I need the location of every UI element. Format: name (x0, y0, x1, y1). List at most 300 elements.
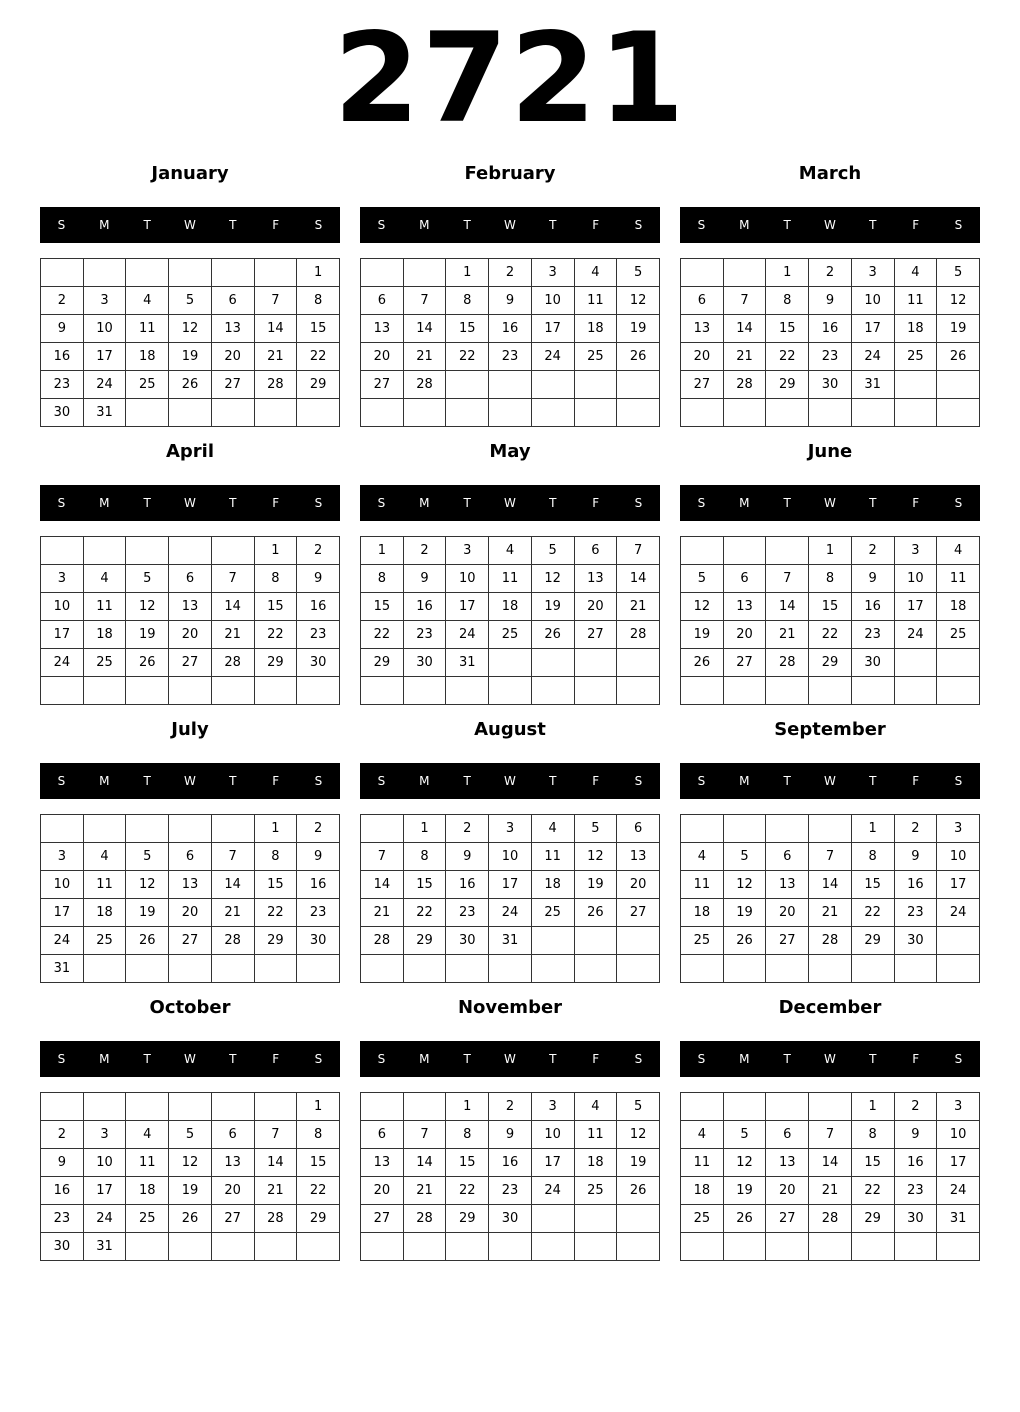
weekday-label: S (57, 1052, 66, 1066)
day-cell: 7 (254, 287, 297, 315)
day-cell: 4 (894, 259, 937, 287)
day-cell: 11 (574, 1121, 617, 1149)
day-cell: 13 (766, 1149, 809, 1177)
day-cell: 6 (681, 287, 724, 315)
day-cell: 6 (169, 565, 212, 593)
weekday-header (360, 1041, 660, 1077)
day-cell: 22 (446, 1177, 489, 1205)
day-cell: 19 (126, 899, 169, 927)
weekday-label: T (463, 774, 471, 788)
week-row (681, 315, 980, 343)
weekday-label: F (912, 496, 920, 510)
empty-day-cell (403, 259, 446, 287)
week-row (681, 343, 980, 371)
day-cell: 3 (83, 287, 126, 315)
empty-day-cell (83, 815, 126, 843)
week-row (361, 371, 660, 399)
day-cell: 5 (937, 259, 980, 287)
day-cell: 28 (254, 1205, 297, 1233)
day-cell: 20 (617, 871, 660, 899)
week-row (41, 843, 340, 871)
day-cell: 26 (681, 649, 724, 677)
empty-day-cell (489, 399, 532, 427)
day-cell: 15 (254, 593, 297, 621)
empty-day-cell (723, 955, 766, 983)
day-cell: 13 (681, 315, 724, 343)
day-cell: 19 (531, 593, 574, 621)
day-cell: 11 (489, 565, 532, 593)
day-cell: 20 (361, 1177, 404, 1205)
week-row (361, 593, 660, 621)
day-cell: 8 (297, 287, 340, 315)
day-cell: 10 (531, 1121, 574, 1149)
day-cell: 22 (297, 343, 340, 371)
day-cell: 7 (403, 287, 446, 315)
day-cell: 26 (169, 1205, 212, 1233)
day-grid (680, 258, 980, 427)
day-cell: 26 (937, 343, 980, 371)
empty-day-cell (809, 1233, 852, 1261)
empty-day-cell (254, 1233, 297, 1261)
week-row (41, 537, 340, 565)
empty-day-cell (766, 1093, 809, 1121)
day-cell: 13 (617, 843, 660, 871)
day-cell: 9 (41, 1149, 84, 1177)
day-cell: 15 (851, 1149, 894, 1177)
weekday-header (40, 485, 340, 521)
day-cell: 12 (531, 565, 574, 593)
day-cell: 4 (83, 565, 126, 593)
day-grid (40, 814, 340, 983)
day-cell: 26 (723, 927, 766, 955)
week-row (681, 1149, 980, 1177)
day-cell: 28 (211, 649, 254, 677)
day-cell: 22 (361, 621, 404, 649)
day-cell: 15 (297, 1149, 340, 1177)
day-cell: 11 (894, 287, 937, 315)
weekday-label: T (143, 218, 151, 232)
empty-day-cell (489, 677, 532, 705)
day-cell: 13 (766, 871, 809, 899)
day-cell: 17 (937, 1149, 980, 1177)
day-cell: 23 (41, 371, 84, 399)
empty-day-cell (766, 955, 809, 983)
day-cell: 27 (361, 1205, 404, 1233)
weekday-label: M (419, 774, 430, 788)
day-cell: 6 (723, 565, 766, 593)
day-cell: 27 (617, 899, 660, 927)
empty-day-cell (574, 677, 617, 705)
day-cell: 15 (254, 871, 297, 899)
week-row (361, 565, 660, 593)
empty-day-cell (211, 955, 254, 983)
day-cell: 17 (41, 621, 84, 649)
empty-day-cell (41, 1093, 84, 1121)
weekday-label: T (549, 218, 557, 232)
empty-day-cell (83, 259, 126, 287)
day-cell: 27 (169, 927, 212, 955)
weekday-label: M (739, 218, 750, 232)
day-cell: 18 (83, 899, 126, 927)
month-name: June (807, 441, 853, 462)
day-cell: 23 (41, 1205, 84, 1233)
weekday-label: W (824, 774, 836, 788)
day-cell: 1 (851, 815, 894, 843)
week-row (361, 399, 660, 427)
week-row (681, 287, 980, 315)
day-cell: 2 (41, 1121, 84, 1149)
week-row (681, 955, 980, 983)
empty-day-cell (254, 677, 297, 705)
day-cell: 29 (446, 1205, 489, 1233)
weekday-header (40, 1041, 340, 1077)
day-cell: 7 (617, 537, 660, 565)
empty-day-cell (403, 399, 446, 427)
day-cell: 21 (617, 593, 660, 621)
week-row (681, 1121, 980, 1149)
day-cell: 7 (211, 565, 254, 593)
day-cell: 1 (809, 537, 852, 565)
day-cell: 25 (574, 1177, 617, 1205)
day-cell: 23 (297, 621, 340, 649)
week-row (361, 621, 660, 649)
day-cell: 5 (126, 843, 169, 871)
day-cell: 7 (211, 843, 254, 871)
day-cell: 27 (169, 649, 212, 677)
day-cell: 4 (681, 1121, 724, 1149)
empty-day-cell (937, 399, 980, 427)
empty-day-cell (446, 371, 489, 399)
empty-day-cell (211, 677, 254, 705)
day-cell: 31 (489, 927, 532, 955)
weekday-label: F (272, 1052, 280, 1066)
day-cell: 16 (403, 593, 446, 621)
day-cell: 9 (297, 565, 340, 593)
empty-day-cell (617, 399, 660, 427)
week-row (41, 1093, 340, 1121)
empty-day-cell (617, 1233, 660, 1261)
week-row (41, 1149, 340, 1177)
day-cell: 2 (489, 1093, 532, 1121)
weekday-label: T (143, 496, 151, 510)
day-cell: 4 (574, 259, 617, 287)
week-row (361, 899, 660, 927)
empty-day-cell (446, 1233, 489, 1261)
empty-day-cell (766, 537, 809, 565)
empty-day-cell (723, 1233, 766, 1261)
day-cell: 3 (937, 1093, 980, 1121)
day-cell: 7 (809, 1121, 852, 1149)
empty-day-cell (361, 1233, 404, 1261)
day-cell: 13 (211, 315, 254, 343)
empty-day-cell (126, 399, 169, 427)
empty-day-cell (361, 259, 404, 287)
day-cell: 2 (489, 259, 532, 287)
day-grid (360, 1092, 660, 1261)
day-cell: 12 (723, 1149, 766, 1177)
day-cell: 4 (489, 537, 532, 565)
day-cell: 12 (574, 843, 617, 871)
empty-day-cell (617, 927, 660, 955)
day-cell: 25 (126, 1205, 169, 1233)
week-row (681, 593, 980, 621)
weekday-label: T (229, 774, 237, 788)
day-cell: 14 (617, 565, 660, 593)
day-cell: 14 (809, 1149, 852, 1177)
week-row (681, 371, 980, 399)
weekday-label: M (739, 496, 750, 510)
weekday-header (680, 207, 980, 243)
empty-day-cell (723, 677, 766, 705)
day-cell: 13 (361, 1149, 404, 1177)
day-cell: 19 (937, 315, 980, 343)
weekday-label: T (783, 1052, 791, 1066)
weekday-label: W (824, 218, 836, 232)
day-cell: 27 (723, 649, 766, 677)
empty-day-cell (809, 815, 852, 843)
day-cell: 7 (766, 565, 809, 593)
day-cell: 13 (169, 593, 212, 621)
day-cell: 15 (766, 315, 809, 343)
day-cell: 15 (403, 871, 446, 899)
empty-day-cell (403, 677, 446, 705)
day-cell: 9 (489, 287, 532, 315)
weekday-label: T (143, 774, 151, 788)
day-cell: 18 (83, 621, 126, 649)
day-cell: 22 (446, 343, 489, 371)
day-cell: 16 (489, 1149, 532, 1177)
empty-day-cell (126, 1233, 169, 1261)
week-row (361, 537, 660, 565)
empty-day-cell (617, 371, 660, 399)
empty-day-cell (681, 955, 724, 983)
day-cell: 25 (83, 649, 126, 677)
weekday-label: T (783, 218, 791, 232)
day-cell: 22 (851, 1177, 894, 1205)
day-cell: 29 (254, 649, 297, 677)
empty-day-cell (489, 1233, 532, 1261)
empty-day-cell (169, 1233, 212, 1261)
day-cell: 11 (937, 565, 980, 593)
day-cell: 22 (403, 899, 446, 927)
day-cell: 10 (937, 1121, 980, 1149)
empty-day-cell (83, 677, 126, 705)
day-cell: 8 (446, 287, 489, 315)
day-cell: 10 (41, 871, 84, 899)
day-cell: 10 (937, 843, 980, 871)
weekday-header (360, 485, 660, 521)
week-row (681, 565, 980, 593)
weekday-label: F (272, 774, 280, 788)
empty-day-cell (851, 955, 894, 983)
day-cell: 15 (446, 315, 489, 343)
day-cell: 15 (297, 315, 340, 343)
week-row (41, 287, 340, 315)
week-row (681, 815, 980, 843)
weekday-label: S (57, 774, 66, 788)
weekday-label: T (143, 1052, 151, 1066)
day-cell: 19 (617, 315, 660, 343)
day-cell: 21 (254, 343, 297, 371)
weekday-label: M (739, 774, 750, 788)
day-cell: 1 (446, 1093, 489, 1121)
weekday-header (680, 763, 980, 799)
weekday-label: M (99, 774, 110, 788)
day-cell: 22 (766, 343, 809, 371)
empty-day-cell (937, 955, 980, 983)
empty-day-cell (126, 815, 169, 843)
day-cell: 9 (809, 287, 852, 315)
day-cell: 30 (41, 1233, 84, 1261)
day-cell: 14 (254, 315, 297, 343)
day-cell: 15 (809, 593, 852, 621)
empty-day-cell (617, 677, 660, 705)
day-cell: 8 (361, 565, 404, 593)
week-row (41, 899, 340, 927)
day-cell: 2 (297, 815, 340, 843)
weekday-label: T (869, 496, 877, 510)
day-cell: 20 (169, 621, 212, 649)
day-cell: 28 (361, 927, 404, 955)
day-cell: 14 (723, 315, 766, 343)
day-cell: 17 (851, 315, 894, 343)
day-cell: 27 (766, 1205, 809, 1233)
month-name: January (151, 163, 229, 184)
day-cell: 19 (574, 871, 617, 899)
day-cell: 10 (531, 287, 574, 315)
week-row (41, 1177, 340, 1205)
day-cell: 8 (254, 565, 297, 593)
day-cell: 12 (681, 593, 724, 621)
day-cell: 17 (446, 593, 489, 621)
day-cell: 5 (681, 565, 724, 593)
day-grid (680, 536, 980, 705)
day-cell: 12 (617, 287, 660, 315)
day-cell: 19 (169, 343, 212, 371)
weekday-label: S (634, 1052, 643, 1066)
day-cell: 25 (937, 621, 980, 649)
day-cell: 11 (126, 315, 169, 343)
day-cell: 18 (531, 871, 574, 899)
month-name: August (474, 719, 546, 740)
empty-day-cell (169, 259, 212, 287)
weekday-label: T (549, 774, 557, 788)
day-cell: 2 (446, 815, 489, 843)
empty-day-cell (531, 649, 574, 677)
week-row (361, 287, 660, 315)
empty-day-cell (446, 955, 489, 983)
empty-day-cell (937, 649, 980, 677)
day-cell: 10 (894, 565, 937, 593)
empty-day-cell (254, 399, 297, 427)
week-row (361, 1177, 660, 1205)
day-cell: 26 (617, 1177, 660, 1205)
empty-day-cell (254, 259, 297, 287)
day-cell: 17 (41, 899, 84, 927)
empty-day-cell (211, 1233, 254, 1261)
day-cell: 2 (403, 537, 446, 565)
day-cell: 17 (894, 593, 937, 621)
weekday-label: S (634, 218, 643, 232)
weekday-label: W (184, 496, 196, 510)
day-cell: 20 (574, 593, 617, 621)
day-cell: 8 (403, 843, 446, 871)
day-cell: 9 (297, 843, 340, 871)
day-cell: 30 (297, 649, 340, 677)
day-cell: 4 (126, 287, 169, 315)
day-cell: 23 (809, 343, 852, 371)
day-cell: 29 (297, 1205, 340, 1233)
day-cell: 22 (254, 899, 297, 927)
day-cell: 8 (851, 1121, 894, 1149)
week-row (681, 259, 980, 287)
week-row (681, 1093, 980, 1121)
day-cell: 5 (617, 1093, 660, 1121)
week-row (361, 955, 660, 983)
day-cell: 9 (489, 1121, 532, 1149)
empty-day-cell (574, 649, 617, 677)
empty-day-cell (254, 955, 297, 983)
empty-day-cell (681, 815, 724, 843)
empty-day-cell (723, 259, 766, 287)
day-cell: 31 (83, 1233, 126, 1261)
empty-day-cell (126, 1093, 169, 1121)
weekday-label: T (463, 218, 471, 232)
day-cell: 18 (489, 593, 532, 621)
day-cell: 3 (489, 815, 532, 843)
day-cell: 18 (574, 315, 617, 343)
day-cell: 5 (169, 1121, 212, 1149)
day-cell: 23 (894, 1177, 937, 1205)
week-row (41, 677, 340, 705)
weekday-label: S (954, 774, 963, 788)
day-cell: 14 (403, 315, 446, 343)
day-cell: 26 (617, 343, 660, 371)
day-cell: 31 (83, 399, 126, 427)
week-row (41, 927, 340, 955)
day-cell: 6 (361, 1121, 404, 1149)
day-cell: 12 (169, 315, 212, 343)
day-cell: 6 (617, 815, 660, 843)
day-cell: 16 (41, 1177, 84, 1205)
day-cell: 12 (937, 287, 980, 315)
weekday-label: W (184, 774, 196, 788)
empty-day-cell (894, 955, 937, 983)
day-cell: 15 (851, 871, 894, 899)
day-cell: 26 (723, 1205, 766, 1233)
day-cell: 24 (83, 371, 126, 399)
day-cell: 5 (723, 843, 766, 871)
week-row (41, 315, 340, 343)
day-cell: 19 (126, 621, 169, 649)
weekday-label: S (697, 774, 706, 788)
day-cell: 1 (851, 1093, 894, 1121)
day-cell: 21 (211, 621, 254, 649)
day-cell: 5 (169, 287, 212, 315)
day-cell: 28 (809, 927, 852, 955)
weekday-label: S (697, 218, 706, 232)
day-cell: 23 (446, 899, 489, 927)
year-title: 2721 (333, 7, 687, 151)
day-cell: 26 (574, 899, 617, 927)
empty-day-cell (361, 399, 404, 427)
day-cell: 24 (41, 649, 84, 677)
day-cell: 18 (937, 593, 980, 621)
day-cell: 20 (723, 621, 766, 649)
week-row (361, 871, 660, 899)
month-name: September (774, 719, 886, 740)
empty-day-cell (574, 399, 617, 427)
